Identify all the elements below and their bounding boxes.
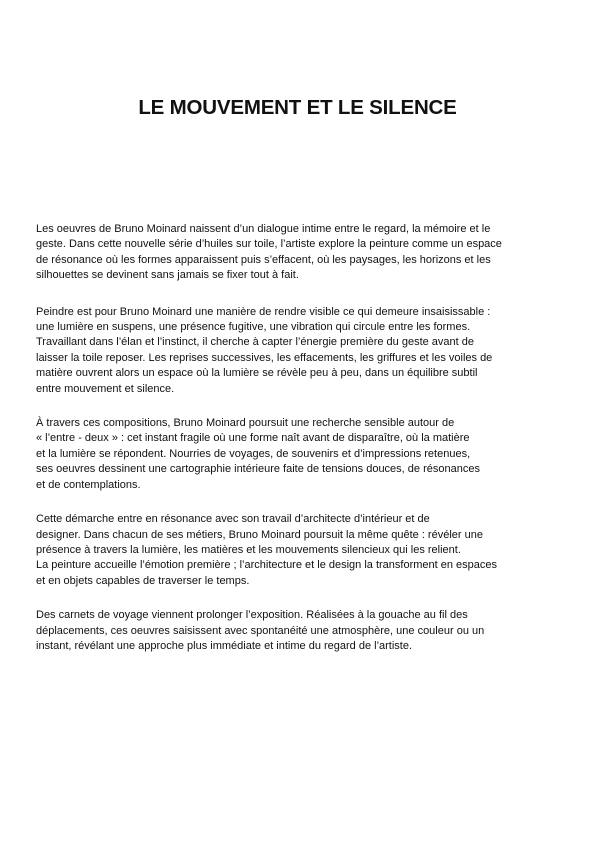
text-line: et de contemplations. [36,478,141,491]
text-line: Travaillant dans l’élan et l’instinct, il cherche à capter l’énergie première du geste avant de [36,336,474,349]
text-line: designer. Dans chacun de ses métiers, Bruno Moinard poursuit la même quête : révéler une [36,528,483,541]
paragraph-3 [36,416,564,493]
text-line: matière ouvrent alors un espace où la lumière se révèle peu à peu, dans un équilibre subtil [36,367,478,380]
paragraph-5 [36,608,564,654]
text-line: ses oeuvres dessinent une cartographie intérieure faite de tensions douces, de résonances [36,463,480,476]
text-line: et la lumière se répondent. Nourries de voyages, de souvenirs et d’impressions retenues, [36,447,471,460]
page-title: LE MOUVEMENT ET LE SILENCE [138,96,457,119]
text-line: de résonance où les formes apparaissent puis s’effacent, où les paysages, les horizons et les [36,253,491,266]
text-line: entre mouvement et silence. [36,382,175,395]
text-line: une lumière en suspens, une présence fugitive, une vibration qui circule entre les formes. [36,321,471,334]
text-line: présence à travers la lumière, les matières et les mouvements silencieux qui les relient. [36,543,461,556]
text-line: À travers ces compositions, Bruno Moinard poursuit une recherche sensible autour de [36,417,455,430]
text-line: Des carnets de voyage viennent prolonger l’exposition. Réalisées à la gouache au fil des [36,609,468,622]
text-line: La peinture accueille l’émotion première ; l’architecture et le design la transforment en espaces [36,559,498,572]
text-line: Cette démarche entre en résonance avec son travail d’architecte d’intérieur et de [36,513,430,526]
text-line: laisser la toile reposer. Les reprises successives, les effacements, les griffures et les voiles de [36,351,493,364]
body-text [36,222,564,654]
text-line: « l’entre - deux » : cet instant fragile où une forme naît avant de disparaître, où la matière [36,432,470,445]
text-line: déplacements, ces oeuvres saisissent avec spontanéité une atmosphère, une couleur ou un [36,624,485,637]
text-line: geste. Dans cette nouvelle série d’huiles sur toile, l’artiste explore la peinture comme un espace [36,238,502,251]
text-line: instant, révélant une approche plus immédiate et intime du regard de l’artiste. [36,639,413,652]
paragraph-4 [36,512,564,589]
paragraph-1 [36,222,564,284]
text-line: et en objets capables de traverser le temps. [36,574,250,587]
paragraph-2 [36,305,564,397]
text-line: Les oeuvres de Bruno Moinard naissent d’un dialogue intime entre le regard, la mémoire et le [36,223,491,235]
text-line: silhouettes se devinent sans jamais se fixer tout à fait. [36,269,299,282]
text-line: Peindre est pour Bruno Moinard une manière de rendre visible ce qui demeure insaisissable : [36,305,491,318]
